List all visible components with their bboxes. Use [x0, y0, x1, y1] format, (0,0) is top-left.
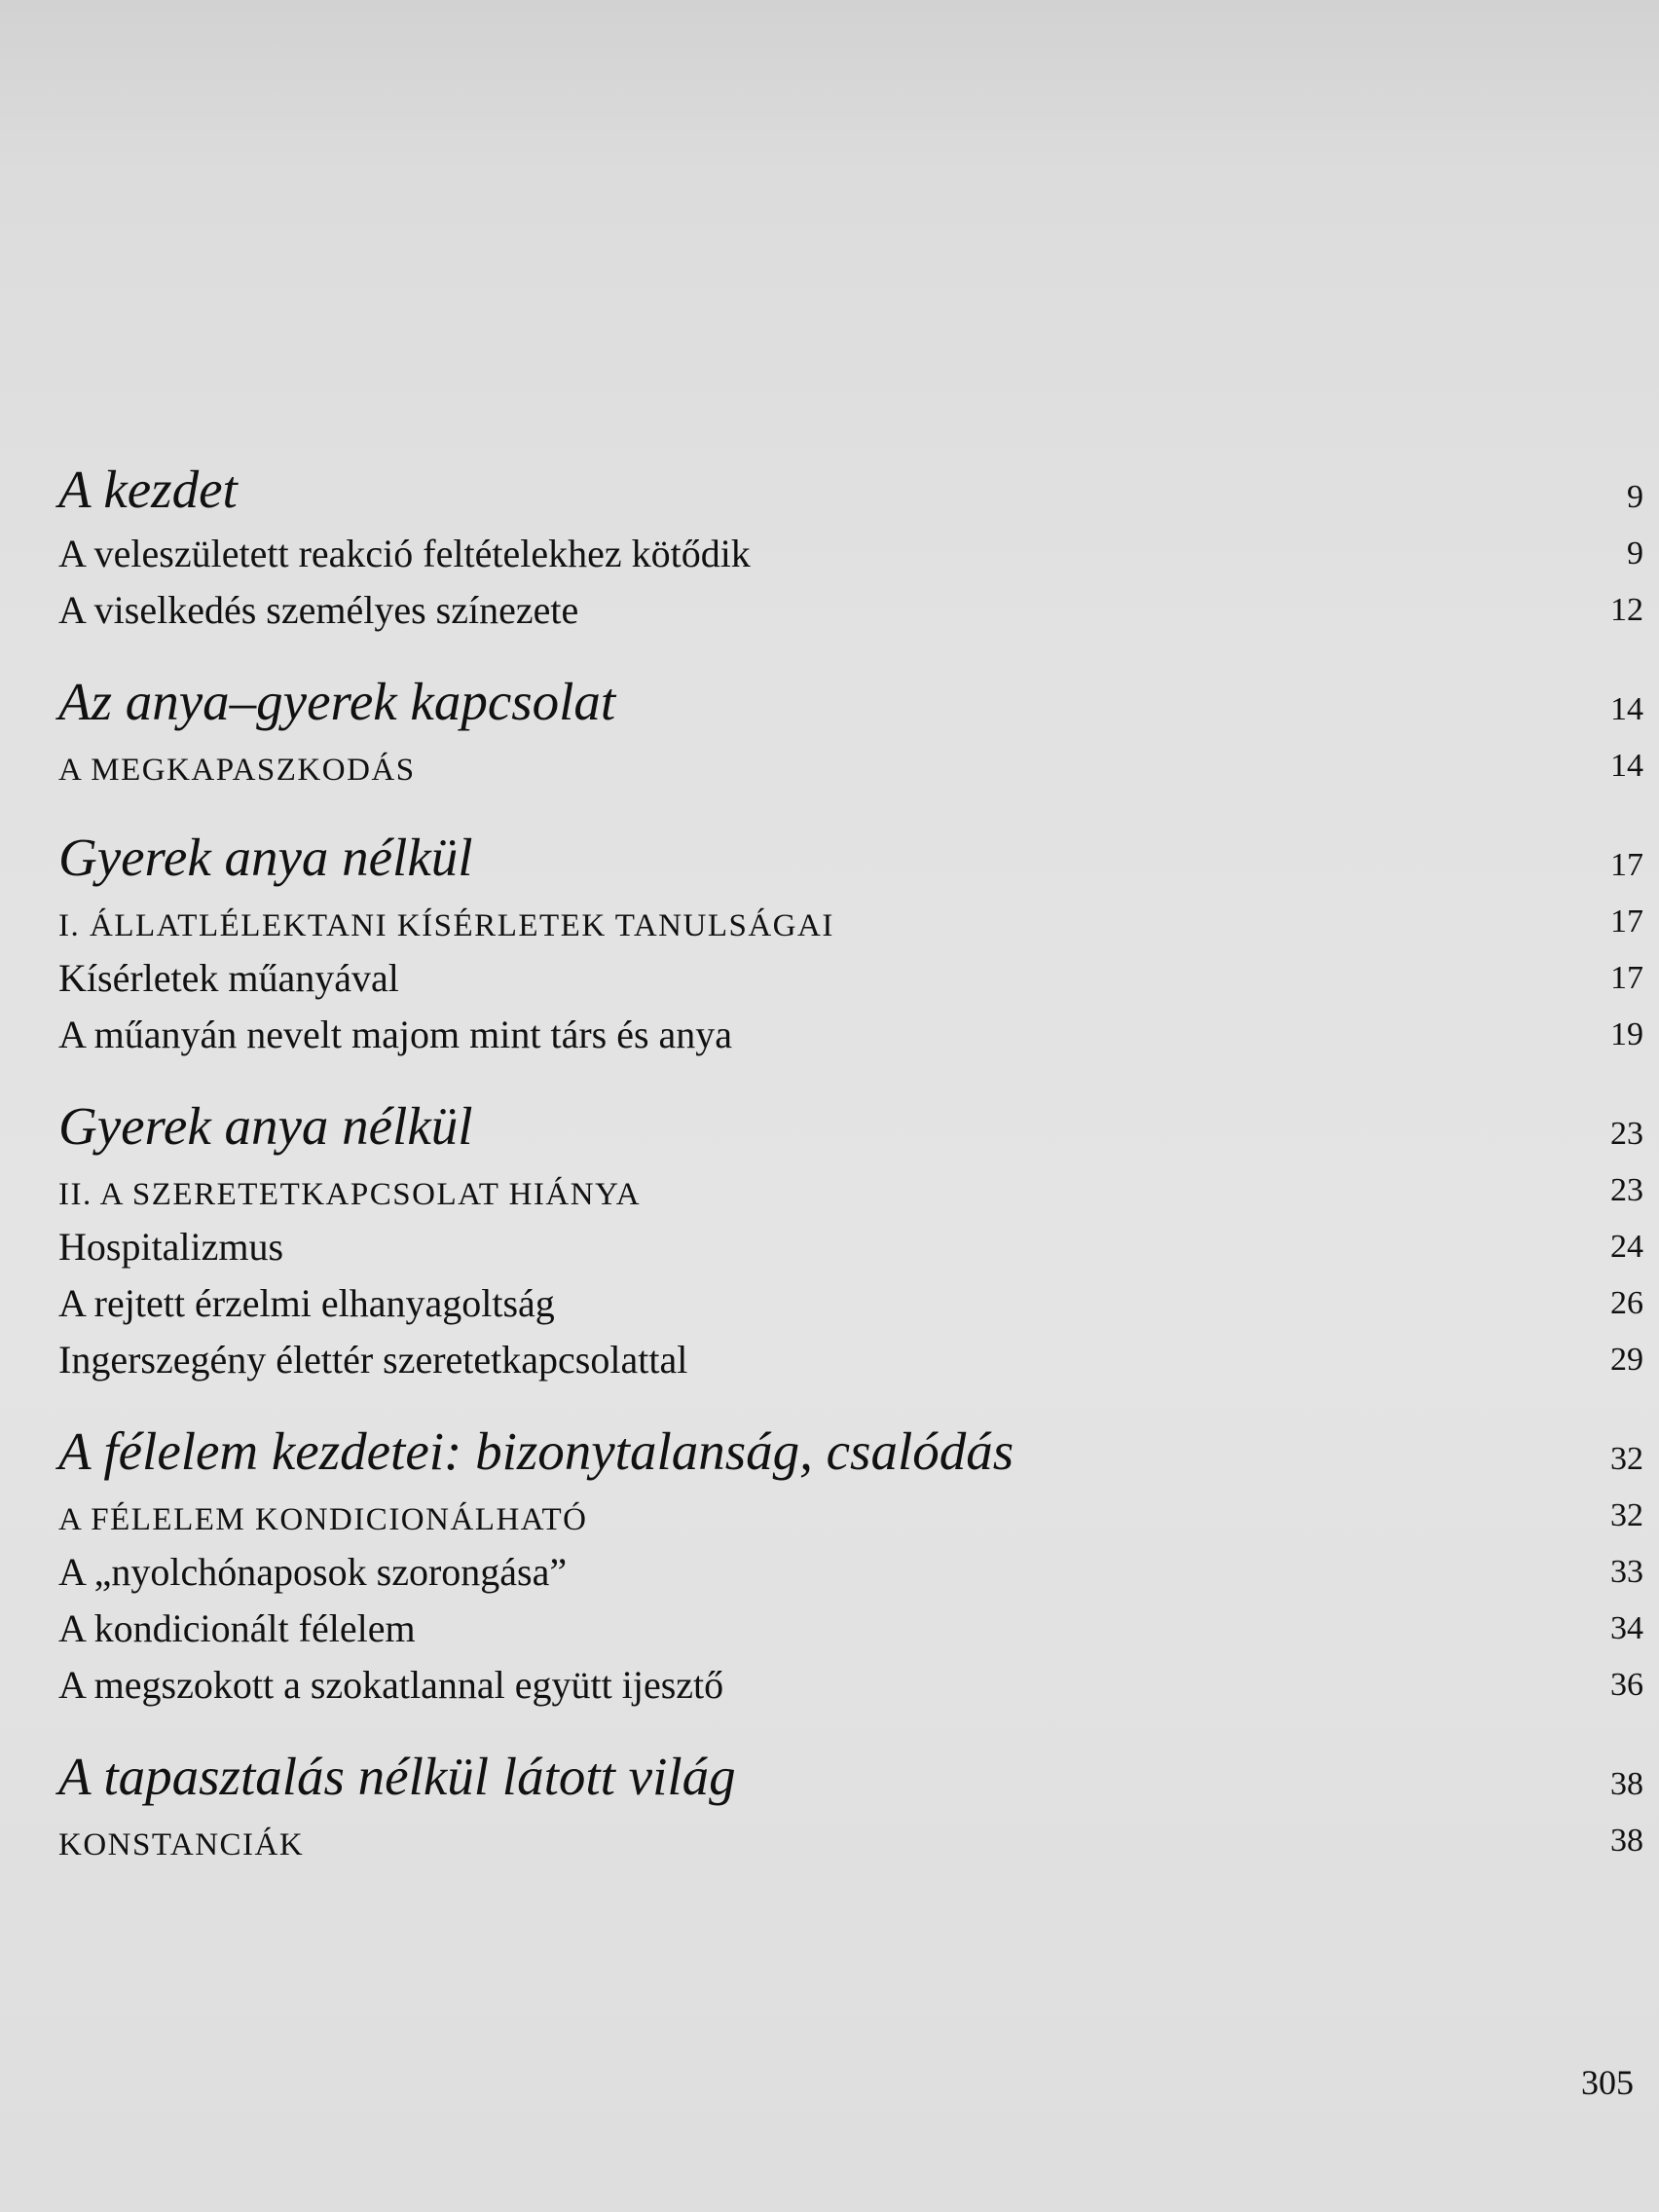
entry-page-number: 38 — [1610, 1823, 1643, 1859]
entry-title: Kísérletek műanyával — [58, 956, 399, 1000]
chapter-page-number: 17 — [1610, 847, 1643, 883]
toc-section — [58, 1421, 1643, 1715]
toc-entry-row[interactable] — [58, 1334, 1643, 1390]
toc-section — [58, 460, 1643, 641]
toc-entry-row[interactable] — [58, 1815, 1643, 1871]
toc-entry-row[interactable] — [58, 740, 1643, 796]
entry-page-number: 32 — [1610, 1497, 1643, 1533]
chapter-page-number: 14 — [1610, 691, 1643, 727]
entry-page-number: 33 — [1610, 1554, 1643, 1590]
toc-entry-row[interactable] — [58, 952, 1643, 1009]
subsection-heading: A FÉLELEM KONDICIONÁLHATÓ — [58, 1502, 588, 1537]
table-of-contents — [58, 460, 1643, 1908]
entry-title: A műanyán nevelt majom mint társ és anya — [58, 1013, 733, 1056]
page-number: 305 — [1581, 2063, 1634, 2102]
toc-entry-row[interactable] — [58, 1164, 1643, 1221]
toc-entry-row[interactable] — [58, 1603, 1643, 1659]
toc-chapter-row[interactable] — [58, 1747, 1643, 1815]
entry-title: A kondicionált félelem — [58, 1606, 416, 1650]
entry-page-number: 23 — [1610, 1172, 1643, 1208]
toc-entry-row[interactable] — [58, 1221, 1643, 1277]
toc-entry-row[interactable] — [58, 1546, 1643, 1603]
chapter-title: Gyerek anya nélkül — [58, 1096, 473, 1156]
entry-title: A viselkedés személyes színezete — [58, 588, 579, 632]
toc-section — [58, 828, 1643, 1065]
entry-page-number: 29 — [1610, 1342, 1643, 1378]
toc-entry-row[interactable] — [58, 1277, 1643, 1334]
entry-page-number: 17 — [1610, 903, 1643, 940]
entry-title: A rejtett érzelmi elhanyagoltság — [58, 1281, 555, 1325]
toc-entry-row[interactable] — [58, 896, 1643, 952]
entry-page-number: 19 — [1610, 1016, 1643, 1052]
entry-page-number: 24 — [1610, 1229, 1643, 1265]
toc-chapter-row[interactable] — [58, 672, 1643, 740]
toc-chapter-row[interactable] — [58, 460, 1643, 528]
subsection-heading: KONSTANCIÁK — [58, 1827, 305, 1862]
chapter-page-number: 9 — [1627, 479, 1643, 515]
entry-title: Ingerszegény élettér szeretetkapcsolattal — [58, 1338, 688, 1382]
entry-page-number: 34 — [1610, 1610, 1643, 1646]
toc-entry-row[interactable] — [58, 1009, 1643, 1065]
entry-page-number: 36 — [1610, 1667, 1643, 1703]
entry-page-number: 17 — [1610, 960, 1643, 996]
entry-page-number: 12 — [1610, 592, 1643, 628]
toc-entry-row[interactable] — [58, 584, 1643, 641]
toc-entry-row[interactable] — [58, 1659, 1643, 1715]
entry-title: A veleszületett reakció feltételekhez kötődik — [58, 532, 751, 575]
toc-entry-row[interactable] — [58, 1490, 1643, 1546]
toc-entry-row[interactable] — [58, 528, 1643, 584]
entry-page-number: 14 — [1610, 748, 1643, 784]
toc-chapter-row[interactable] — [58, 1096, 1643, 1164]
chapter-page-number: 38 — [1610, 1766, 1643, 1802]
toc-section — [58, 672, 1643, 796]
chapter-page-number: 32 — [1610, 1441, 1643, 1477]
entry-page-number: 26 — [1610, 1285, 1643, 1321]
toc-chapter-row[interactable] — [58, 1421, 1643, 1490]
toc-chapter-row[interactable] — [58, 828, 1643, 896]
chapter-title: A félelem kezdetei: bizonytalanság, csalódás — [58, 1421, 1014, 1481]
entry-title: A megszokott a szokatlannal együtt ijesztő — [58, 1663, 724, 1707]
entry-title: Hospitalizmus — [58, 1225, 284, 1269]
toc-section — [58, 1747, 1643, 1871]
chapter-title: Gyerek anya nélkül — [58, 828, 473, 887]
subsection-heading: A MEGKAPASZKODÁS — [58, 753, 416, 788]
subsection-heading: II. A SZERETETKAPCSOLAT HIÁNYA — [58, 1177, 642, 1212]
chapter-title: Az anya–gyerek kapcsolat — [58, 672, 616, 731]
chapter-title: A tapasztalás nélkül látott világ — [58, 1747, 736, 1806]
chapter-page-number: 23 — [1610, 1116, 1643, 1152]
entry-title: A „nyolchónaposok szorongása” — [58, 1550, 568, 1594]
chapter-title: A kezdet — [58, 460, 238, 519]
entry-page-number: 9 — [1627, 535, 1643, 571]
subsection-heading: I. ÁLLATLÉLEKTANI KÍSÉRLETEK TANULSÁGAI — [58, 908, 834, 943]
toc-section — [58, 1096, 1643, 1390]
